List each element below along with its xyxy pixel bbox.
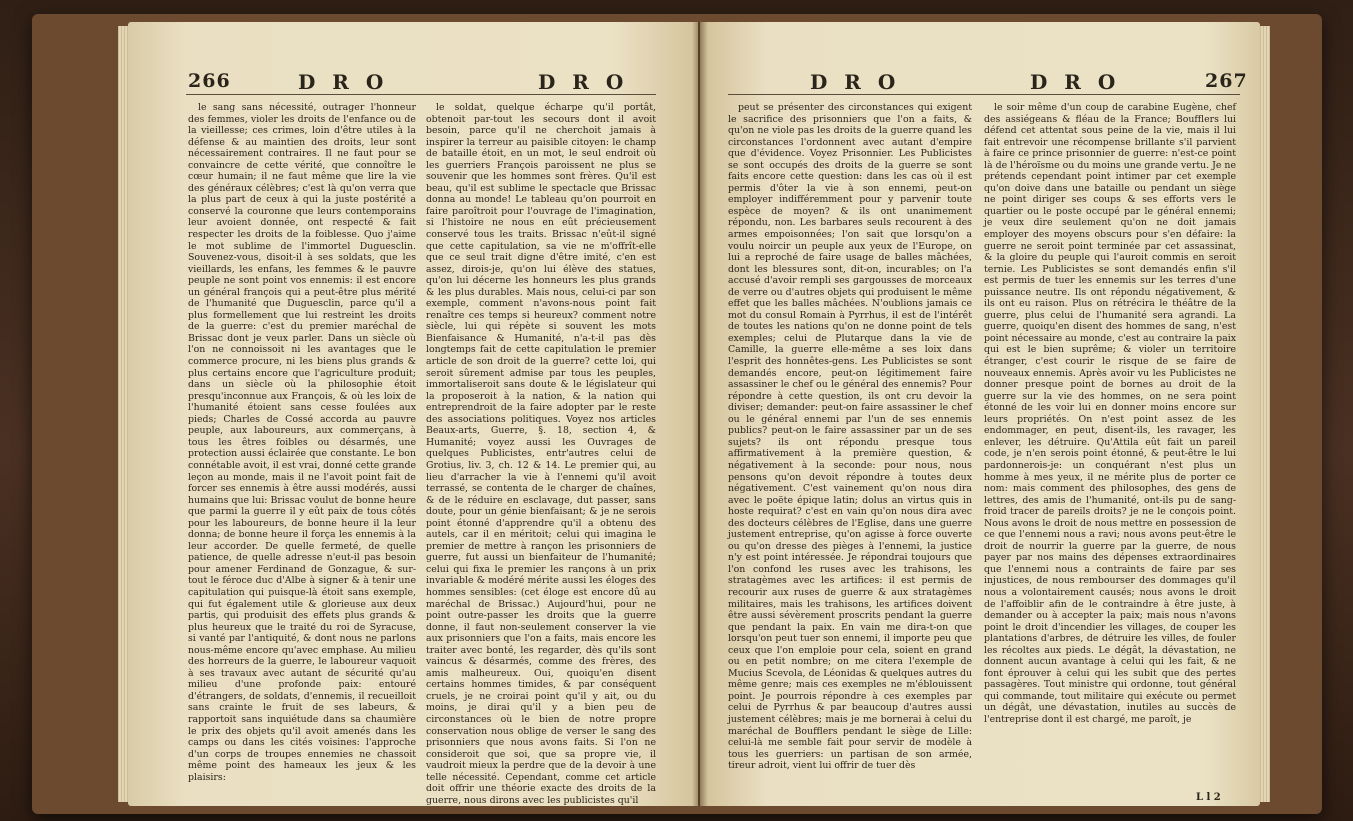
right-page xyxy=(700,22,1260,806)
left-page-column-2 xyxy=(426,102,656,806)
signature-mark: L l 2 xyxy=(1196,792,1221,803)
page-edges-left xyxy=(118,26,128,802)
running-head-left-col1: D R O xyxy=(298,70,389,94)
page-edges-right xyxy=(1260,26,1270,802)
right-page-column-1 xyxy=(728,102,972,792)
left-page xyxy=(128,22,698,806)
running-head-right-col2: D R O xyxy=(1030,70,1121,94)
right-page-column-2 xyxy=(984,102,1236,792)
book-gutter xyxy=(692,22,708,806)
column-text: le soldat, quelque écharpe qu'il portât, obtenoit par-tout les secours dont il avoit besoin, parce qu'il ne cherchoit jamais à inspirer la terreur au paisible citoyen: le champ de bataille étoit, en un mot, le seul endroit où les guerriers François paroissent ne plus se souvenir que les hommes sont frères. Qu'il est beau, qu'il est sublime le spectacle que Brissac donna au monde! Le tableau qu'on pourroit en faire paroîtroit pour l'ouvrage de l'imagination, si l'histoire ne nous en eût précieusement conservé tous les traits. Brissac n'eût-il signé que cette capitulation, sa vie ne m'offrît-elle que ce seul trait digne d'être imité, c'en est assez, dirois-je, qu'on lui élève des statues, qu'on lui décerne les honneurs les plus grands & les plus durables. Mais nous, celui-ci par son exemple, comment n'avons-nous point fait renaître ces temps si heureux? comment notre siècle, lui qui répète si souvent les mots Bienfaisance & Humanité, n'a-t-il pas dès longtemps fait de cette capitulation le premier article de son droit de la guerre? cette loi, qui seroit sûrement admise par tous les peuples, immortaliseroit sans doute & le législateur qui la proposeroit à la nation, & la nation qui entreprendroit de la faire adopter par le reste des associations politiques. Voyez nos articles Beaux-arts, Guerre, §. 18, section 4, & Humanité; voyez aussi les Ouvrages de quelques Publicistes, entr'autres celui de Grotius, liv. 3, ch. 12 & 14. Le premier qui, au lieu d'arracher la vie à l'ennemi qu'il avoit terrassé, se contenta de le charger de chaînes, & de le réduire en esclavage, dut passer, sans doute, pour un génie bienfaisant; & je ne serois point étonné d'apprendre qu'il a obtenu des autels, car il en méritoit; celui qui imagina le premier de mettre à rançon les prisonniers de guerre, fut aussi un bienfaiteur de l'humanité; celui qui fixa le premier les rançons à un prix invariable & modéré mérite aussi les éloges des hommes sensibles: (cet éloge est encore dû au maréchal de Brissac.) Aujourd'hui, pour ne point outre-passer les droits que la guerre donne, il faut non-seulement conserver la vie aux prisonniers que l'on a faits, mais encore les traiter avec bonté, les regarder, dès qu'ils sont vaincus & désarmés, comme des frères, des amis malheureux. Oui, quoiqu'en disent certains hommes timides, & par conséquent cruels, je ne croirai point qu'il y ait, ou du moins, je dirai qu'il y a bien peu de circonstances où le bien de notre propre conservation nous oblige de verser le sang des prisonniers que nous avons faits. Si l'on ne consideroit que soi, que sa propre vie, il vaudroit mieux la perdre que de la devoir à une telle nécessité. Cependant, comme cet article doit offrir une théorie exacte des droits de la guerre, nous dirons avec les publicistes qu'il xyxy=(426,102,656,806)
right-page-header xyxy=(700,70,1260,96)
column-text: le sang sans nécessité, outrager l'honneur des femmes, violer les droits de l'enfance ou de la vieillesse; ces crimes, loin d'être utiles à la défense & au maintien des droits, leur sont nécessairement contraires. Il ne faut pour se convaincre de cette vérité, que connoître le cœur humain; il ne faut même que lire la vie des généraux célèbres; c'est là qu'on verra que la plus part de ceux à qui la juste postérité a conservé la couronne que leurs contemporains leur avoient donnée, ont respecté & fait respecter les droits de la foiblesse. Quo j'aime le mot sublime de l'immortel Duguesclin. Souvenez-vous, disoit-il à ses soldats, que les vieillards, les enfans, les femmes & le pauvre peuple ne sont point vos ennemis: il est encore un général françois qui a peut-être plus mérité de l'humanité que Duguesclin, parce qu'il a plus formellement que lui restreint les droits de la guerre: c'est du premier maréchal de Brissac dont je veux parler. Dans un siècle où l'on ne connoissoit ni les avantages que le commerce procure, ni les biens plus grands & plus certains encore que l'agriculture produit; dans un siècle où la philosophie étoit presqu'inconnue aux François, & où les loix de l'humanité étoient sans cesse foulées aux pieds; Charles de Cossé accorda au pauvre peuple, aux laboureurs, aux commerçans, à tous les êtres foibles ou désarmés, une protection aussi éclairée que constante. Le bon connétable avoit, il est vrai, donné cette grande leçon au monde, mais il ne l'avoit point fait de forcer ses ennemis à être aussi modérés, aussi humains que lui: Brissac voulut de bonne heure que parmi la guerre il y eût paix de tous côtés pour les laboureurs, de bonne heure il la leur donna; de bonne heure il força les ennemis à la leur accorder. De quelle fermeté, de quelle patience, de quelle adresse n'eut-il pas besoin pour amener Ferdinand de Gonzague, & sur-tout le féroce duc d'Albe à signer & à tenir une capitulation qui puisque-là étoit sans exemple, qui fut également utile & glorieuse aux deux partis, qui produisit des effets plus grands & plus heureux que le traité du roi de Syracuse, si vanté par l'antiquité, & dont nous ne parlons nous-même encore qu'avec emphase. Au milieu des horreurs de la guerre, le laboureur vaquoit à ses travaux avec autant de sécurité qu'au milieu d'une profonde paix: entouré d'étrangers, de soldats, d'ennemis, il recueilloit sans crainte le fruit de ses labeurs, & rapportoit sans inquiétude dans sa chaumière le prix des objets qu'il avoit amenés dans les camps ou dans les cités voisines: l'approche d'un corps de troupes ennemies ne chassoit même point des hameaux les jeux & les plaisirs: xyxy=(188,102,416,783)
left-page-column-1 xyxy=(188,102,416,792)
book-cover xyxy=(32,14,1322,814)
page-number-right: 267 xyxy=(1205,70,1248,92)
header-rule-right xyxy=(728,94,1240,95)
column-text: peut se présenter des circonstances qui exigent le sacrifice des prisonniers que l'on a faits, & qu'on ne viole pas les droits de la guerre quand les circonstances l'ordonnent avec autant d'empire que d'évidence. Voyez Prisonnier. Les Publicistes se sont occupés des droits de la guerre se sont faits encore cette question: dans les cas où il est permis d'ôter la vie à son ennemi, peut-on employer indifféremment pour y parvenir toute espèce de moyen? & ils ont unanimement répondu, non. Les barbares seuls recourent à des armes empoisonnées; l'on sait que lorsqu'on a voulu noircir un peuple aux yeux de l'Europe, on lui a reproché de faire usage de balles mâchées, dont les blessures sont, dit-on, incurables; on l'a accusé d'avoir rempli ses gargousses de morceaux de verre ou d'autres objets qui produisent le même effet que les balles mâchées. N'oublions jamais ce mot du consul Romain à Pyrrhus, il est de l'intérêt de toutes les nations qu'on ne donne point de tels exemples; celui de Plutarque dans la vie de Camille, la guerre elle-même a ses loix dans l'esprit des honnêtes-gens. Les Publicistes se sont demandés encore, peut-on légitimement faire assassiner le chef ou le général des ennemis? Pour répondre à cette question, ils ont cru devoir la diviser; demander: peut-on faire assassiner le chef ou le général ennemi par l'un de ses ennemis publics? peut-on le faire assassiner par un de ses sujets? ils ont répondu presque tous affirmativement à la première question, & négativement à la seconde: pour nous, nous pensons qu'on devoit répondre à toutes deux négativement. C'est vainement qu'on nous dira avec le poëte épique latin; dolus an virtus quis in hoste requirat? c'est en vain qu'on nous dira avec des docteurs célèbres de l'Eglise, dans une guerre justement entreprise, qu'on agisse à force ouverte ou qu'on dresse des pièges à l'ennemi, la justice n'y est point intéressée. Je répondrai toujours que l'on confond les ruses avec les trahisons, les stratagèmes avec les artifices: il est permis de recourir aux ruses de guerre & aux stratagèmes militaires, mais les trahisons, les artifices doivent être aussi sévèrement proscrits pendant la guerre que pendant la paix. En vain me dira-t-on que lorsqu'on peut tuer son ennemi, il importe peu que ceux que l'on emploie pour cela, soient en grand ou en petit nombre; on me citera l'exemple de Mucius Scevola, de Léonidas & quelques autres du même genre; mais ces exemples ne m'éblouissent point. Je pourrois répondre à ces exemples par celui de Pyrrhus & par beaucoup d'autres aussi justement célèbres; mais je me bornerai à celui du maréchal de Boufflers pendant le siège de Lille: celui-là me semble fait pour servir de modèle à tous les guerriers: un partisan de son armée, tireur adroit, vient lui offrir de tuer dès xyxy=(728,102,972,772)
page-number-left: 266 xyxy=(188,70,231,92)
header-rule-left xyxy=(186,94,656,95)
left-page-header xyxy=(128,70,698,96)
column-text: le soir même d'un coup de carabine Eugène, chef des assiégeans & fléau de la France; Boufflers lui défend cet attentat sous peine de la vie, mais il lui fait entrevoir une récompense brillante s'il parvient à faire ce prince prisonnier de guerre: n'est-ce point là de l'héroïsme ou du moins une grande vertu. Je ne prétends cependant point intimer par cet exemple qu'on doive dans une bataille ou pendant un siège ne point diriger ses coups & ses efforts vers le quartier ou le poste occupé par le général ennemi; je veux dire seulement qu'on ne doit jamais employer des moyens obscurs pour s'en défaire: la guerre ne seroit point terminée par cet assassinat, & la gloire du peuple qui l'auroit commis en seroit ternie. Les Publicistes se sont demandés enfin s'il est permis de tuer les ennemis sur les terres d'une puissance neutre. Ils ont répondu négativement, & ils ont eu raison. Plus on rétrécira le théâtre de la guerre, plus celui de l'humanité sera agrandi. La guerre, quoiqu'en disent des hommes de sang, n'est point nécessaire au monde, c'est au contraire la paix qui est le bien suprême; & violer un territoire étranger, c'est courir le risque de se faire de nouveaux ennemis. Après avoir vu les Publicistes ne donner presque point de bornes au droit de la guerre sur la vie des hommes, on ne sera point étonné de les voir lui en donner moins encore sur leurs propriétés. On n'est point assez de les endommager, en peut, disent-ils, les ravager, les enlever, les détruire. Qu'Attila eût fait un pareil code, je n'en serois point étonné, & peut-être le lui pardonnerois-je: un conquérant n'est plus un homme à mes yeux, il ne mérite plus de porter ce nom: mais comment des philosophes, des gens de lettres, des amis de l'humanité, ont-ils pu de sang-froid tracer de pareils droits? je ne le conçois point. Nous avons le droit de nous mettre en possession de ce que l'ennemi nous a ravi; nous avons peut-être le droit de nourrir la guerre par la guerre, de nous payer par nos mains des dépenses extraordinaires que l'ennemi nous a contraints de faire par ses injustices, de nous rembourser des dommages qu'il nous a volontairement causés; nous avons le droit de l'affoiblir afin de le contraindre à être juste, à demander ou à accepter la paix; mais nous n'avons point le droit d'incendier les villages, de couper les plantations d'arbres, de détruire les villes, de fouler les récoltes aux pieds. Le dégât, la dévastation, ne donnent aucun avantage à celui qui les fait, & ne font éprouver à celui qui les subit que des pertes passagères. Tout ministre qui ordonne, tout général qui commande, tout militaire qui exécute ou permet un dégât, une dévastation, inutiles au succès de l'entreprise dont il est chargé, me paroît, je xyxy=(984,102,1236,725)
running-head-left-col2: D R O xyxy=(538,70,629,94)
running-head-right-col1: D R O xyxy=(810,70,901,94)
